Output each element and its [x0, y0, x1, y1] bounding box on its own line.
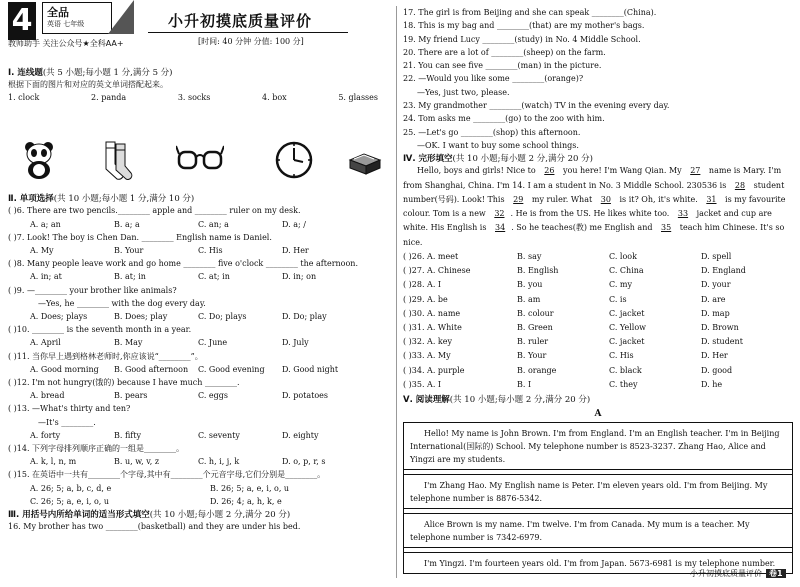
- cloze-option-row: ( )34. A. purple B. orange C. black D. good: [403, 365, 733, 375]
- page-footer: 小升初摸底质量评价 卷1: [690, 568, 786, 579]
- glasses-icon: [176, 140, 224, 180]
- exam-meta: [时间: 40 分钟 分值: 100 分]: [198, 37, 304, 46]
- cloze-option-row: ( )29. A. be B. am C. is D. are: [403, 294, 726, 304]
- part2-heading: Ⅱ. 单项选择(共 10 小题;每小题 1 分,满分 10 分): [8, 194, 195, 205]
- part4-heading: Ⅳ. 完形填空(共 10 小题;每小题 2 分,满分 20 分): [403, 154, 593, 165]
- question: ( )12. I'm not hungry(饿的) because I have much ________.: [8, 378, 240, 388]
- brand-name: 全品: [47, 6, 69, 19]
- cloze-blank: 35: [661, 223, 672, 233]
- page-number: 卷1: [766, 569, 786, 578]
- paper-number: 4: [8, 2, 36, 40]
- question: ( )10. ________ is the seventh month in a year.: [8, 325, 192, 335]
- header: [8, 0, 390, 66]
- cloze-blank: 27: [690, 166, 701, 176]
- option-row: A. Does; plays B. Does; play C. Do; plays D. Do; play: [30, 312, 327, 322]
- fill-item: 19. My friend Lucy ________(study) in No. 4 Middle School.: [403, 34, 641, 44]
- socks-icon: [100, 140, 134, 180]
- fill-item: 25. —Let's go ________(shop) this afternoon.: [403, 127, 581, 137]
- cloze-option-row: ( )28. A. I B. you C. my D. your: [403, 280, 731, 290]
- fill-item: 20. There are a lot of ________(sheep) on the farm.: [403, 47, 606, 57]
- cloze-option-row: ( )26. A. meet B. say C. look D. spell: [403, 252, 732, 262]
- fill-item-reply: —OK. I want to buy some school things.: [417, 140, 579, 150]
- left-column: [8, 0, 390, 533]
- part5-heading: Ⅴ. 阅读理解(共 10 小题;每小题 2 分,满分 20 分): [403, 395, 591, 406]
- question-line2: —It's ________.: [38, 417, 96, 427]
- cloze-blank: 32: [494, 209, 505, 219]
- cloze-blank: 29: [513, 194, 524, 204]
- reading-box: I'm Zhang Hao. My English name is Peter. I'm eleven years old. I'm from Beijing. My telephone number is 8876-5342.: [403, 474, 793, 509]
- cloze-blank: 33: [677, 209, 689, 219]
- part3-continued: [403, 0, 793, 152]
- option-row: A. in; at B. at; in C. at; in D. in; on: [30, 272, 317, 282]
- part3-heading: Ⅲ. 用括号内所给单词的适当形式填空(共 10 小题;每小题 2 分,满分 20 分): [8, 510, 291, 521]
- follow-text: 教师助手 关注公众号★全科AA+: [8, 39, 124, 48]
- word-item: 4. box: [262, 93, 287, 103]
- fill-item: 22. —Would you like some ________(orange)?: [403, 74, 584, 84]
- cloze-blank: 31: [706, 194, 717, 204]
- question: ( )8. Many people leave work and go home ________ five o'clock ________ the afternoon.: [8, 259, 358, 269]
- fill-item: 17. The girl is from Beijing and she can speak ________(China).: [403, 8, 657, 17]
- word-item: 2. panda: [91, 93, 127, 103]
- clock-icon: [274, 140, 314, 180]
- question: ( )6. There are two pencils.________ apple and ________ ruler on my desk.: [8, 206, 301, 216]
- part1-instruction: 根据下面的图片和对应的英文单词搭配起来。: [8, 80, 168, 89]
- cloze-blank: 30: [600, 194, 611, 204]
- word-item: 5. glasses: [338, 93, 378, 103]
- option-row: A. 26; 5; a, b, c, d, e B. 26; 5; a, e, i, o, u: [30, 483, 290, 493]
- option-row: A. April B. May C. June D. July: [30, 338, 309, 348]
- question: ( )7. Look! The boy is Chen Dan. ________ English name is Daniel.: [8, 232, 272, 242]
- brand-box: [42, 2, 112, 34]
- cloze-blank: 34: [495, 223, 506, 233]
- question: ( )11. 当你早上遇到格林老师时,你应该说“________”。: [8, 351, 203, 361]
- option-row: A. My B. Your C. His D. Her: [30, 246, 309, 256]
- cloze-option-row: ( )32. A. key B. ruler C. jacket D. student: [403, 337, 743, 347]
- question: ( )13. —What's thirty and ten?: [8, 404, 131, 414]
- cloze-options: [403, 250, 793, 392]
- option-row: A. forty B. fifty C. seventy D. eighty: [30, 430, 319, 440]
- question: ( )9. —________ your brother like animals?: [8, 285, 177, 295]
- fill-item: 24. Tom asks me ________(go) to the zoo with him.: [403, 114, 605, 124]
- option-row: A. bread B. pears C. eggs D. potatoes: [30, 391, 329, 401]
- option-row: A. Good morning B. Good afternoon C. Good evening D. Good night: [30, 364, 339, 374]
- box-icon: [346, 140, 384, 180]
- fill-item: 21. You can see five ________(man) in the picture.: [403, 61, 602, 71]
- page-title: 小升初摸底质量评价: [168, 12, 313, 30]
- part2-questions: [8, 204, 390, 508]
- fill-item-reply: —Yes, just two, please.: [417, 87, 510, 97]
- cloze-blank: 28: [734, 180, 746, 190]
- option-row: A. a; an B. a; a C. an; a D. a; /: [30, 219, 306, 229]
- brand-sub: 英语 七年级: [47, 20, 85, 28]
- fill-item: 23. My grandmother ________(watch) TV in the evening every day.: [403, 101, 670, 111]
- title-underline: [148, 32, 348, 33]
- reading-section-label: A: [594, 409, 602, 420]
- option-row: C. 26; 5; a, e, i, o, u D. 26; 4; a, h, k, e: [30, 496, 282, 506]
- cloze-option-row: ( )35. A. I B. I C. they D. he: [403, 379, 723, 389]
- fill-item: 16. My brother has two ________(basketball) and they are under his bed.: [8, 522, 301, 532]
- question: ( )15. 在英语中一共有________个字母,其中有________个元音字母,它们分别是________。: [8, 470, 326, 480]
- reading-box: I'm Yingzi. I'm fourteen years old. I'm from Japan. 5673-6981 is my telephone number.: [403, 552, 793, 574]
- panda-icon: [22, 140, 56, 180]
- right-column: [403, 0, 793, 574]
- column-divider: [396, 6, 397, 578]
- option-row: A. k, l, n, m B. u, w, v, z C. h, i, j, k D. o, p, r, s: [30, 457, 326, 467]
- brand-triangle-icon: [108, 0, 134, 34]
- cloze-blank: 26: [544, 166, 555, 176]
- reading-boxes: [403, 422, 793, 574]
- reading-box: Alice Brown is my name. I'm twelve. I'm from Canada. My mum is a teacher. My telephone number is 7342-6979.: [403, 513, 793, 548]
- part1-heading: Ⅰ. 连线题(共 5 小题;每小题 1 分,满分 5 分): [8, 68, 173, 78]
- part1-words: [8, 91, 378, 102]
- cloze-option-row: ( )33. A. My B. Your C. His D. Her: [403, 351, 728, 361]
- question-line2: —Yes, he ________ with the dog every day.: [38, 298, 206, 308]
- word-item: 3. socks: [177, 93, 211, 103]
- cloze-passage: Hello, boys and girls! Nice to 26 you here! I'm Wang Qian. My 27 name is Mary. I'm from Shanghai, China. I'm 14. I am a student in No. 3 Middle School. 230536 is 28 student number(号码). Look! This 29 my ruler. What 30 is it? Oh, it's white. 31 is my favourite colour. Tom is a new 32 . He is from the US. He likes white too. 33 jacket and cup are white. His English is 34 . So he teaches(教) me English and 35 teach him Chinese. It's so nice.: [403, 166, 786, 247]
- fill-item: 18. This is my bag and ________(that) are my mother's bags.: [403, 21, 645, 31]
- question: ( )14. 下列字母排列顺序正确的一组是________。: [8, 444, 185, 454]
- cloze-option-row: ( )31. A. White B. Green C. Yellow D. Brown: [403, 323, 739, 333]
- word-item: 1. clock: [8, 93, 40, 103]
- reading-box: Hello! My name is John Brown. I'm from England. I'm an English teacher. I'm in Beijing International(国际的) School. My telephone number is 8523-3237. Zhang Hao, Alice and Yingzi are my students.: [403, 422, 793, 470]
- cloze-option-row: ( )27. A. Chinese B. English C. China D. England: [403, 266, 746, 276]
- part1-pictures: [8, 140, 390, 186]
- cloze-option-row: ( )30. A. name B. colour C. jacket D. map: [403, 308, 730, 318]
